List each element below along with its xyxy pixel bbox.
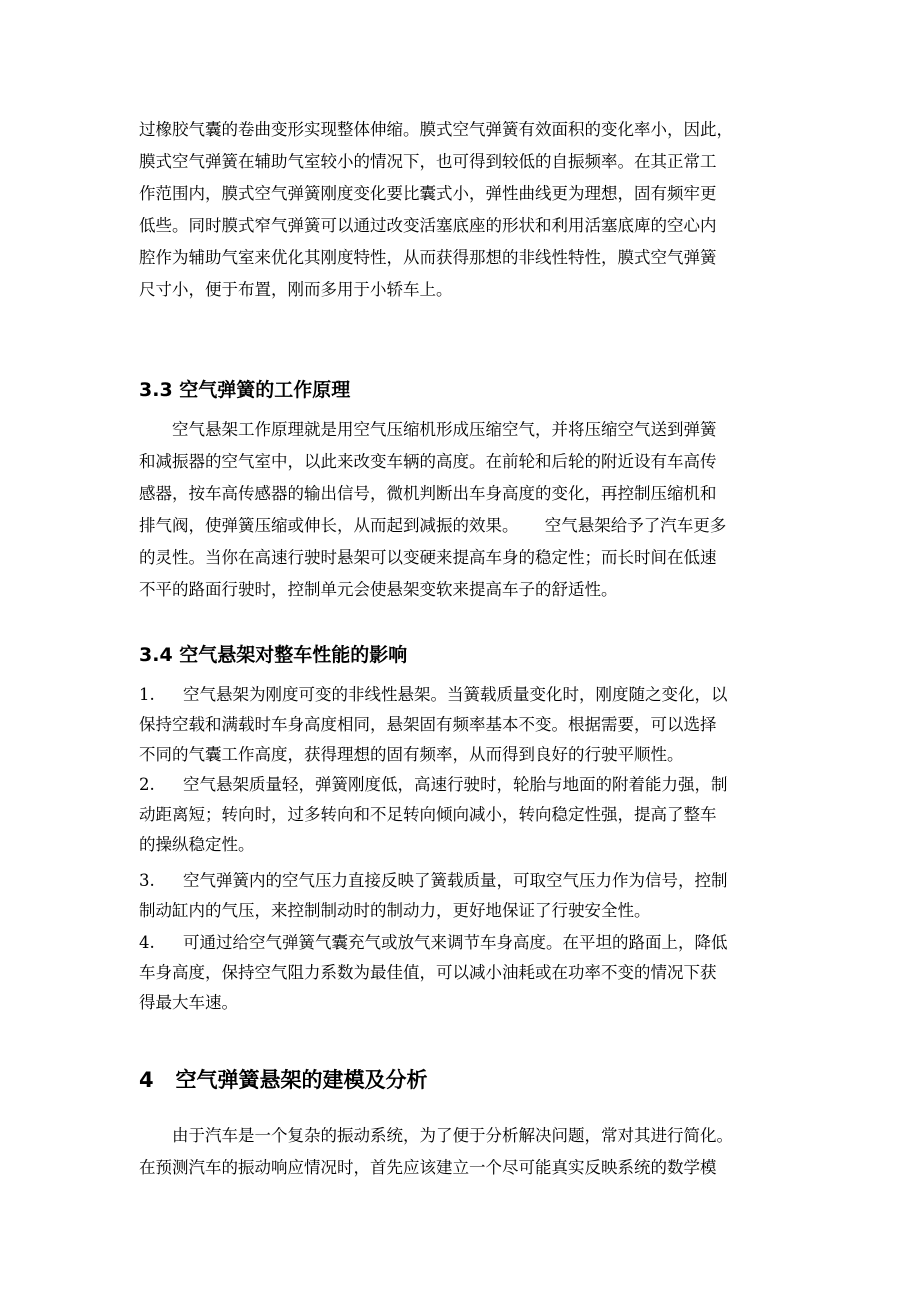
text-line: 腔作为辅助气室来优化其刚度特性，从而获得那想的非线性特性，膜式空气弹簧 (139, 248, 717, 267)
text-line: 得最大车速。 (139, 993, 238, 1012)
text-line: 排气阀，使弹簧压缩或伸长，从而起到减振的效果。 空气悬架给予了汽车更多 (139, 516, 727, 535)
text-line: 不平的路面行驶时，控制单元会使悬架变软来提高车子的舒适性。 (139, 580, 618, 599)
section-4-paragraph (139, 1120, 799, 1184)
text-line: 车身高度，保持空气阻力系数为最佳值，可以减小油耗或在功率不变的情况下获 (139, 963, 717, 982)
text-line: 由于汽车是一个复杂的振动系统，为了便于分析解决问题，常对其进行简化。 (172, 1126, 733, 1145)
section-3-4-heading: 3.4 空气悬架对整车性能的影响 (139, 644, 408, 666)
list-number: 3. (139, 871, 155, 890)
list-item (139, 770, 799, 860)
list-number: 4. (139, 933, 155, 952)
text-line: 保持空载和满载时车身高度相同，悬架固有频率基本不变。根据需要，可以选择 (139, 715, 717, 734)
section-3-3-paragraph (139, 414, 799, 606)
text-line: 感器，按车高传感器的输出信号，微机判断出车身高度的变化，再控制压缩机和 (139, 484, 717, 503)
text-line: 低些。同时膜式窄气弹簧可以通过改变活塞底座的形状和利用活塞底庳的空心内 (139, 216, 717, 235)
section-3-3-heading: 3.3 空气弹簧的工作原理 (139, 379, 351, 401)
list-item (139, 680, 799, 770)
list-item (139, 866, 799, 926)
text-line: 膜式空气弹簧在辅助气室较小的情况下，也可得到较低的自振频率。在其正常工 (139, 152, 717, 171)
list-number: 2. (139, 775, 155, 794)
text-line: 过橡胶气囊的卷曲变形实现整体伸缩。膜式空气弹簧有效面积的变化率小，因此， (139, 120, 733, 139)
text-line: 空气悬架为刚度可变的非线性悬架。当簧载质量变化时，刚度随之变化，以 (183, 685, 728, 704)
text-line: 作范围内，膜式空气弹簧刚度变化要比囊式小，弹性曲线更为理想，固有频牢更 (139, 184, 717, 203)
list-item (139, 928, 799, 1018)
text-line: 动距离短；转向时，过多转向和不足转向倾向减小，转向稳定性强，提高了整车 (139, 805, 717, 824)
intro-paragraph (139, 114, 799, 306)
text-line: 制动缸内的气压，来控制制动时的制动力，更好地保证了行驶安全性。 (139, 901, 651, 920)
text-line: 的操纵稳定性。 (139, 835, 255, 854)
text-line: 空气弹簧内的空气压力直接反映了簧载质量，可取空气压力作为信号，控制 (183, 871, 728, 890)
text-line: 不同的气囊工作高度，获得理想的固有频率，从而得到良好的行驶平顺性。 (139, 745, 684, 764)
text-line: 空气悬架质量轻，弹簧刚度低，高速行驶时，轮胎与地面的附着能力强，制 (183, 775, 728, 794)
section-4-heading: 4 空气弹簧悬架的建模及分析 (139, 1068, 428, 1092)
text-line: 的灵性。当你在高速行驶时悬架可以变硬来提高车身的稳定性；而长时间在低速 (139, 548, 717, 567)
text-line: 在预测汽车的振动响应情况时，首先应该建立一个尽可能真实反映系统的数学模 (139, 1158, 717, 1177)
text-line: 可通过给空气弹簧气囊充气或放气来调节车身高度。在平坦的路面上，降低 (183, 933, 728, 952)
text-line: 尺寸小，便于布置，刚而多用于小轿车上。 (139, 280, 453, 299)
text-line: 和减振器的空气室中，以此来改变车辆的高度。在前轮和后轮的附近设有车高传 (139, 452, 717, 471)
text-line: 空气悬架工作原理就是用空气压缩机形成压缩空气，并将压缩空气送到弹簧 (172, 420, 717, 439)
list-number: 1. (139, 685, 155, 704)
